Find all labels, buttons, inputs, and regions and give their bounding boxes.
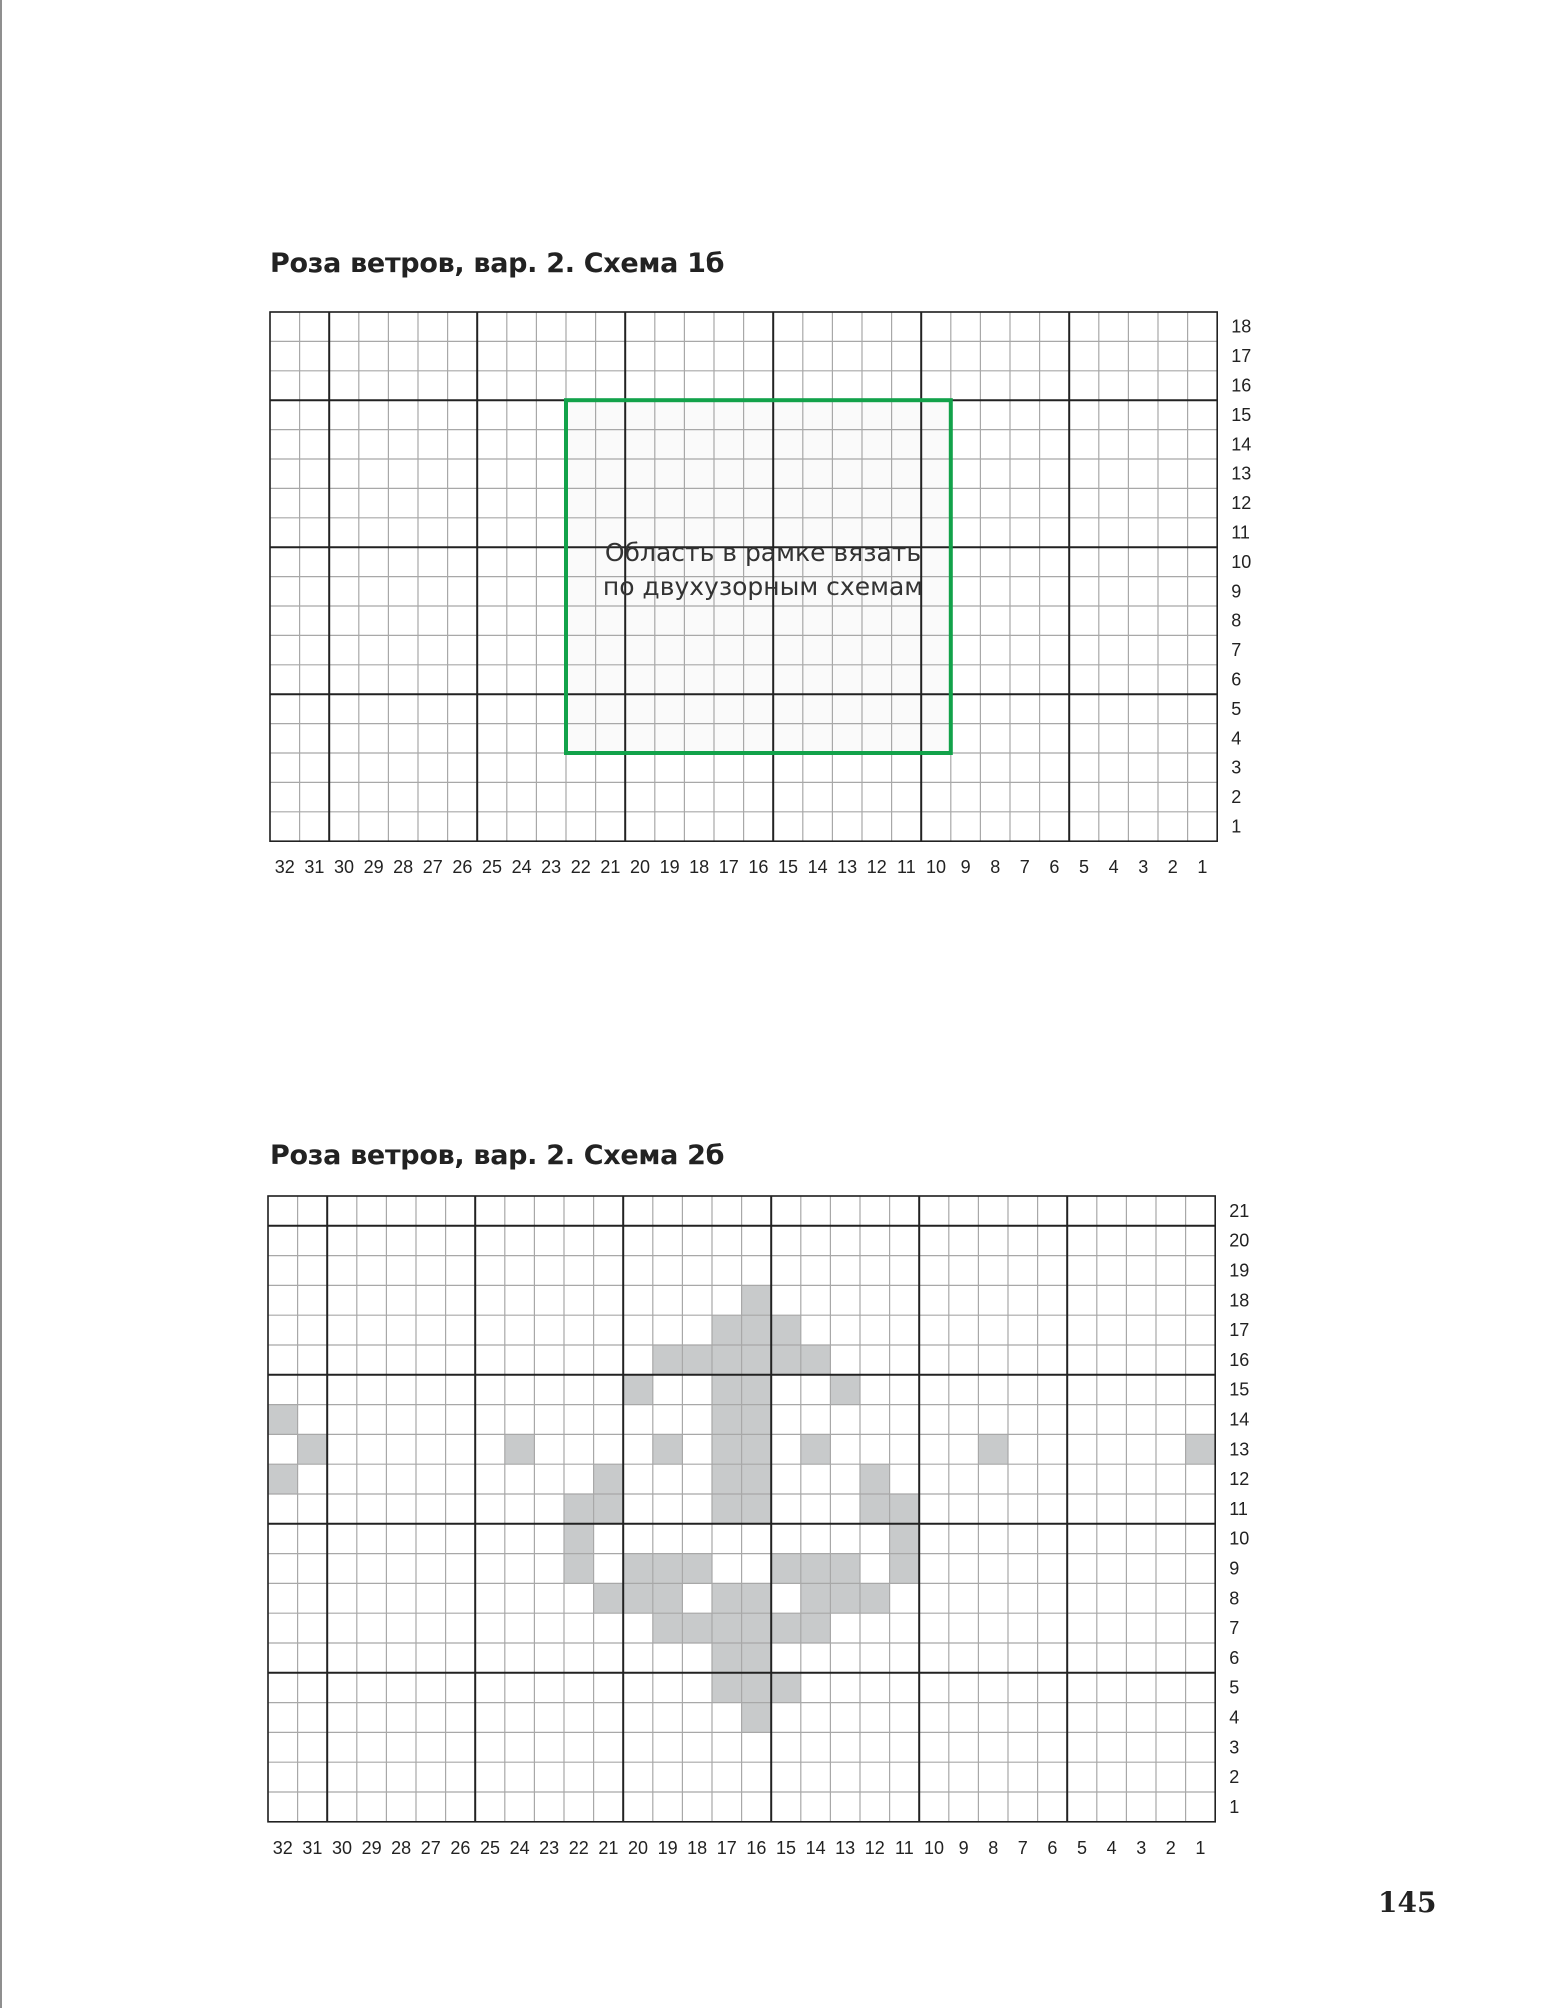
- row-label: 17: [1231, 346, 1252, 367]
- column-label: 30: [331, 1837, 353, 1858]
- column-label: 25: [481, 857, 503, 878]
- column-label: 12: [864, 1837, 885, 1858]
- row-label: 6: [1229, 1647, 1240, 1668]
- column-label: 31: [302, 1837, 323, 1858]
- filled-cell-r12-c21: [594, 1464, 624, 1494]
- filled-cell-r11-c22: [564, 1494, 594, 1524]
- row-label: 11: [1229, 1498, 1248, 1519]
- row-label: 18: [1231, 316, 1252, 337]
- row-label: 4: [1231, 728, 1242, 749]
- row-label: 6: [1231, 669, 1242, 690]
- column-label: 16: [748, 857, 769, 878]
- row-label: 16: [1231, 375, 1252, 396]
- filled-cell-r13-c1: [1186, 1434, 1216, 1464]
- chart-title-1: Роза ветров, вар. 2. Схема 1б: [270, 248, 725, 279]
- column-label: 6: [1049, 857, 1060, 878]
- column-label: 6: [1047, 1837, 1058, 1858]
- row-label: 19: [1229, 1260, 1250, 1281]
- column-label: 17: [716, 1837, 737, 1858]
- filled-cell-r17-c17: [712, 1315, 742, 1345]
- column-label: 19: [657, 1837, 678, 1858]
- filled-cell-r8-c13: [830, 1583, 860, 1613]
- filled-cell-r8-c16: [742, 1583, 772, 1613]
- row-label: 18: [1229, 1290, 1250, 1311]
- row-label: 9: [1231, 581, 1242, 602]
- filled-cell-r5-c17: [712, 1673, 742, 1703]
- filled-cell-r6-c17: [712, 1643, 742, 1673]
- column-label: 1: [1197, 857, 1208, 878]
- column-label: 5: [1076, 1837, 1088, 1858]
- filled-cell-r12-c32: [268, 1464, 298, 1494]
- filled-cell-r7-c16: [742, 1613, 772, 1643]
- frame-note-line-2: по двухузорным схемам: [602, 572, 924, 601]
- filled-cell-r9-c11: [890, 1554, 920, 1584]
- column-label: 30: [333, 857, 355, 878]
- column-label: 14: [805, 1837, 826, 1858]
- column-label: 28: [393, 857, 414, 878]
- filled-cell-r13-c8: [978, 1434, 1008, 1464]
- column-label: 11: [895, 1837, 914, 1858]
- filled-cell-r11-c11: [890, 1494, 920, 1524]
- filled-cell-r17-c16: [742, 1315, 772, 1345]
- row-label: 5: [1231, 698, 1242, 719]
- column-label: 2: [1167, 857, 1178, 878]
- filled-cell-r5-c16: [742, 1673, 772, 1703]
- filled-cell-r6-c16: [742, 1643, 772, 1673]
- column-label: 9: [960, 857, 971, 878]
- row-label: 15: [1229, 1379, 1250, 1400]
- column-label: 14: [807, 857, 828, 878]
- column-label: 16: [746, 1837, 767, 1858]
- filled-cell-r13-c19: [653, 1434, 683, 1464]
- column-label: 13: [837, 857, 858, 878]
- row-label: 11: [1231, 522, 1250, 543]
- filled-cell-r9-c19: [653, 1554, 683, 1584]
- column-label: 2: [1165, 1837, 1176, 1858]
- row-label: 12: [1229, 1469, 1250, 1490]
- column-label: 27: [422, 857, 443, 878]
- column-label: 3: [1138, 857, 1149, 878]
- column-label: 24: [509, 1837, 530, 1858]
- row-label: 2: [1229, 1767, 1240, 1788]
- column-label: 3: [1136, 1837, 1147, 1858]
- filled-cell-r16-c16: [742, 1345, 772, 1375]
- column-label: 1: [1195, 1837, 1206, 1858]
- row-label: 14: [1229, 1409, 1250, 1430]
- column-label: 7: [1019, 857, 1030, 878]
- filled-cell-r9-c13: [830, 1554, 860, 1584]
- filled-cell-r17-c15: [771, 1315, 801, 1345]
- column-label: 15: [777, 857, 799, 878]
- frame-note-line-1: Область в рамке вязать: [604, 538, 922, 567]
- filled-cell-r5-c15: [771, 1673, 801, 1703]
- column-label: 9: [958, 1837, 969, 1858]
- filled-cell-r11-c21: [594, 1494, 624, 1524]
- column-label: 26: [452, 857, 473, 878]
- filled-cell-r14-c32: [268, 1405, 298, 1435]
- filled-cell-r11-c17: [712, 1494, 742, 1524]
- column-label: 24: [511, 857, 532, 878]
- filled-cell-r16-c14: [801, 1345, 831, 1375]
- row-label: 16: [1229, 1349, 1250, 1370]
- column-label: 11: [897, 857, 916, 878]
- filled-cell-r11-c16: [742, 1494, 772, 1524]
- column-label: 13: [835, 1837, 856, 1858]
- column-label: 22: [570, 857, 591, 878]
- column-label: 29: [361, 1837, 382, 1858]
- row-label: 5: [1229, 1677, 1240, 1698]
- filled-cell-r7-c18: [682, 1613, 712, 1643]
- filled-cell-r16-c18: [682, 1345, 712, 1375]
- filled-cell-r7-c19: [653, 1613, 683, 1643]
- filled-cell-r8-c17: [712, 1583, 742, 1613]
- filled-cell-r16-c15: [771, 1345, 801, 1375]
- row-label: 10: [1229, 1528, 1250, 1549]
- row-label: 8: [1229, 1588, 1240, 1609]
- row-label: 17: [1229, 1320, 1250, 1341]
- chart-title-2: Роза ветров, вар. 2. Схема 2б: [270, 1140, 725, 1171]
- row-label: 1: [1231, 816, 1242, 837]
- filled-cell-r10-c11: [890, 1524, 920, 1554]
- filled-cell-r9-c18: [682, 1554, 712, 1584]
- column-label: 20: [629, 857, 651, 878]
- filled-cell-r7-c15: [771, 1613, 801, 1643]
- filled-cell-r14-c16: [742, 1405, 772, 1435]
- filled-cell-r18-c16: [742, 1285, 772, 1315]
- column-label: 23: [541, 857, 562, 878]
- column-label: 4: [1106, 1837, 1117, 1858]
- filled-cell-r7-c14: [801, 1613, 831, 1643]
- filled-cell-r9-c15: [771, 1554, 801, 1584]
- filled-cell-r16-c19: [653, 1345, 683, 1375]
- filled-cell-r13-c24: [505, 1434, 535, 1464]
- filled-cell-r9-c22: [564, 1554, 594, 1584]
- filled-cell-r12-c16: [742, 1464, 772, 1494]
- column-label: 28: [391, 1837, 412, 1858]
- row-label: 8: [1231, 610, 1242, 631]
- page-number: 145: [1378, 1886, 1437, 1919]
- column-label: 22: [568, 1837, 589, 1858]
- column-label: 27: [420, 1837, 441, 1858]
- column-label: 12: [866, 857, 887, 878]
- row-label: 3: [1229, 1737, 1240, 1758]
- row-label: 12: [1231, 493, 1252, 514]
- column-label: 26: [450, 1837, 471, 1858]
- column-label: 31: [304, 857, 325, 878]
- row-label: 14: [1231, 434, 1252, 455]
- filled-cell-r12-c12: [860, 1464, 890, 1494]
- filled-cell-r7-c17: [712, 1613, 742, 1643]
- filled-cell-r8-c14: [801, 1583, 831, 1613]
- column-label: 21: [600, 857, 621, 878]
- column-label: 7: [1017, 1837, 1028, 1858]
- column-label: 23: [539, 1837, 560, 1858]
- row-label: 13: [1231, 463, 1252, 484]
- column-label: 8: [988, 1837, 999, 1858]
- filled-cell-r10-c22: [564, 1524, 594, 1554]
- row-label: 15: [1231, 404, 1252, 425]
- column-label: 15: [775, 1837, 797, 1858]
- filled-cell-r15-c13: [830, 1375, 860, 1405]
- column-label: 5: [1078, 857, 1090, 878]
- filled-cell-r15-c17: [712, 1375, 742, 1405]
- filled-cell-r8-c21: [594, 1583, 624, 1613]
- filled-cell-r8-c20: [623, 1583, 653, 1613]
- filled-cell-r13-c31: [298, 1434, 328, 1464]
- row-label: 1: [1229, 1796, 1240, 1817]
- row-label: 10: [1231, 551, 1252, 572]
- row-label: 21: [1229, 1200, 1250, 1221]
- row-label: 4: [1229, 1707, 1240, 1728]
- filled-cell-r9-c14: [801, 1554, 831, 1584]
- filled-cell-r8-c12: [860, 1583, 890, 1613]
- row-label: 2: [1231, 787, 1242, 808]
- filled-cell-r4-c16: [742, 1703, 772, 1733]
- row-label: 13: [1229, 1439, 1250, 1460]
- row-label: 7: [1229, 1618, 1240, 1639]
- column-label: 8: [990, 857, 1001, 878]
- filled-cell-r11-c12: [860, 1494, 890, 1524]
- filled-cell-r16-c17: [712, 1345, 742, 1375]
- column-label: 32: [274, 857, 295, 878]
- row-label: 3: [1231, 757, 1242, 778]
- column-label: 18: [689, 857, 710, 878]
- column-label: 32: [272, 1837, 293, 1858]
- column-label: 19: [659, 857, 680, 878]
- column-label: 25: [479, 1837, 501, 1858]
- filled-cell-r8-c19: [653, 1583, 683, 1613]
- column-label: 18: [687, 1837, 708, 1858]
- filled-cell-r15-c20: [623, 1375, 653, 1405]
- row-label: 9: [1229, 1558, 1240, 1579]
- filled-cell-r13-c14: [801, 1434, 831, 1464]
- column-label: 17: [718, 857, 739, 878]
- filled-cell-r14-c17: [712, 1405, 742, 1435]
- column-label: 21: [598, 1837, 619, 1858]
- row-label: 20: [1229, 1230, 1250, 1251]
- filled-cell-r12-c17: [712, 1464, 742, 1494]
- filled-cell-r13-c17: [712, 1434, 742, 1464]
- column-label: 29: [363, 857, 384, 878]
- filled-cell-r15-c16: [742, 1375, 772, 1405]
- row-label: 7: [1231, 640, 1242, 661]
- filled-cell-r13-c16: [742, 1434, 772, 1464]
- column-label: 20: [627, 1837, 649, 1858]
- column-label: 4: [1108, 857, 1119, 878]
- filled-cell-r9-c20: [623, 1554, 653, 1584]
- column-label: 10: [925, 857, 947, 878]
- column-label: 10: [923, 1837, 945, 1858]
